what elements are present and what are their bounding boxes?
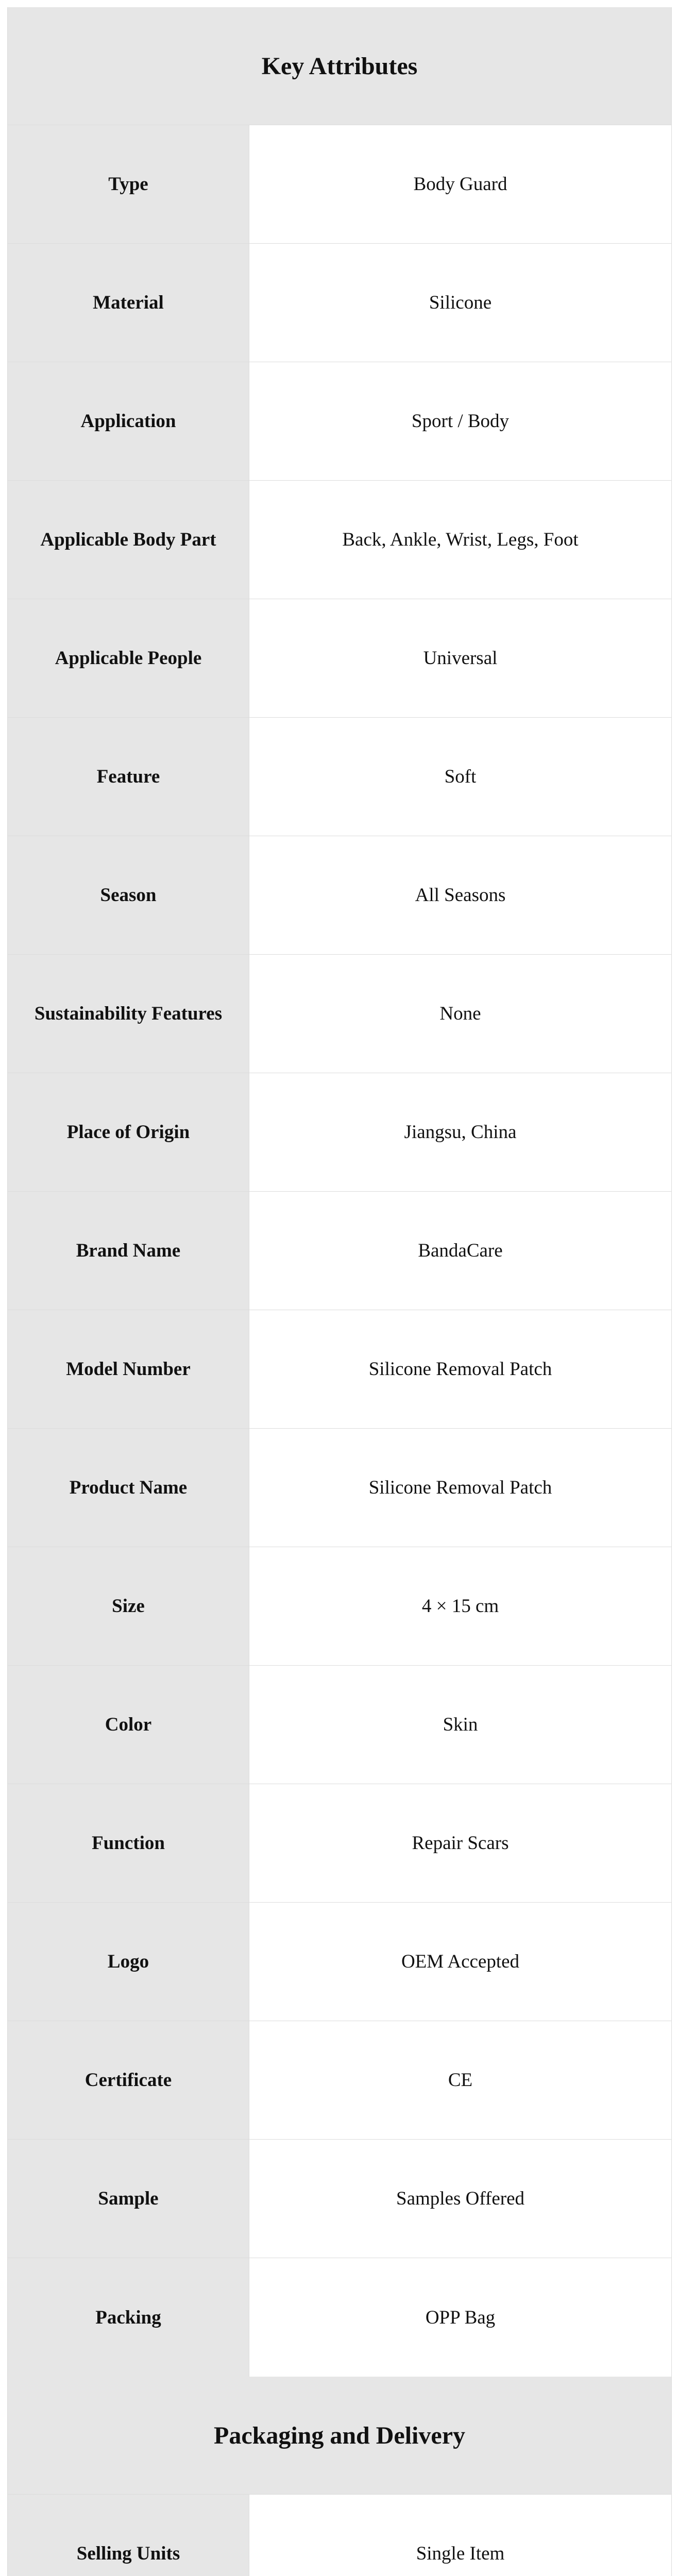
attribute-value: Silicone Removal Patch [249,1429,671,1547]
attribute-row [8,718,671,836]
attribute-row [8,1666,671,1784]
attribute-row [8,1903,671,2021]
attribute-label: Material [8,244,249,362]
attribute-row [8,1784,671,1903]
attribute-value: Universal [249,599,671,717]
attribute-label: Selling Units [8,2495,249,2576]
attribute-row [8,1310,671,1429]
attribute-value: None [249,955,671,1073]
attribute-label: Feature [8,718,249,836]
attribute-value: Sport / Body [249,362,671,480]
attribute-label: Applicable People [8,599,249,717]
attribute-label: Product Name [8,1429,249,1547]
attribute-value: Back, Ankle, Wrist, Legs, Foot [249,481,671,599]
attribute-row [8,125,671,244]
key-attributes-heading: Key Attributes [8,7,671,125]
attribute-value: Single Item [249,2495,671,2576]
attribute-label: Place of Origin [8,1073,249,1191]
attribute-label: Brand Name [8,1192,249,1310]
attribute-row [8,955,671,1073]
attribute-value: Skin [249,1666,671,1784]
attribute-value: Silicone [249,244,671,362]
attribute-label: Certificate [8,2021,249,2139]
attribute-label: Function [8,1784,249,1902]
attribute-label: Color [8,1666,249,1784]
attribute-row [8,599,671,718]
attribute-value: All Seasons [249,836,671,954]
attribute-value: Samples Offered [249,2140,671,2258]
attribute-row [8,1429,671,1547]
attribute-row [8,1547,671,1666]
attribute-row [8,1192,671,1310]
attribute-label: Sustainability Features [8,955,249,1073]
attribute-row [8,244,671,362]
attribute-value: Repair Scars [249,1784,671,1902]
attribute-row [8,481,671,599]
attribute-value: Silicone Removal Patch [249,1310,671,1428]
attribute-row [8,2258,671,2377]
attribute-value: Jiangsu, China [249,1073,671,1191]
attribute-row [8,362,671,481]
attribute-value: 4 × 15 cm [249,1547,671,1665]
attribute-label: Sample [8,2140,249,2258]
attribute-label: Model Number [8,1310,249,1428]
attribute-row [8,2495,671,2576]
packaging-delivery-heading: Packaging and Delivery [8,2377,671,2495]
attribute-row [8,836,671,955]
attribute-row [8,2140,671,2258]
attribute-value: OPP Bag [249,2258,671,2377]
attribute-value: BandaCare [249,1192,671,1310]
attribute-label: Size [8,1547,249,1665]
attribute-row [8,2021,671,2140]
attribute-row [8,1073,671,1192]
attribute-label: Season [8,836,249,954]
attribute-label: Application [8,362,249,480]
attribute-value: Body Guard [249,125,671,243]
attribute-value: OEM Accepted [249,1903,671,2021]
attribute-label: Packing [8,2258,249,2377]
packaging-delivery-rows [8,2495,671,2576]
product-spec-table [7,7,672,2576]
attribute-value: CE [249,2021,671,2139]
attribute-label: Type [8,125,249,243]
key-attributes-rows [8,125,671,2377]
attribute-label: Applicable Body Part [8,481,249,599]
attribute-label: Logo [8,1903,249,2021]
attribute-value: Soft [249,718,671,836]
